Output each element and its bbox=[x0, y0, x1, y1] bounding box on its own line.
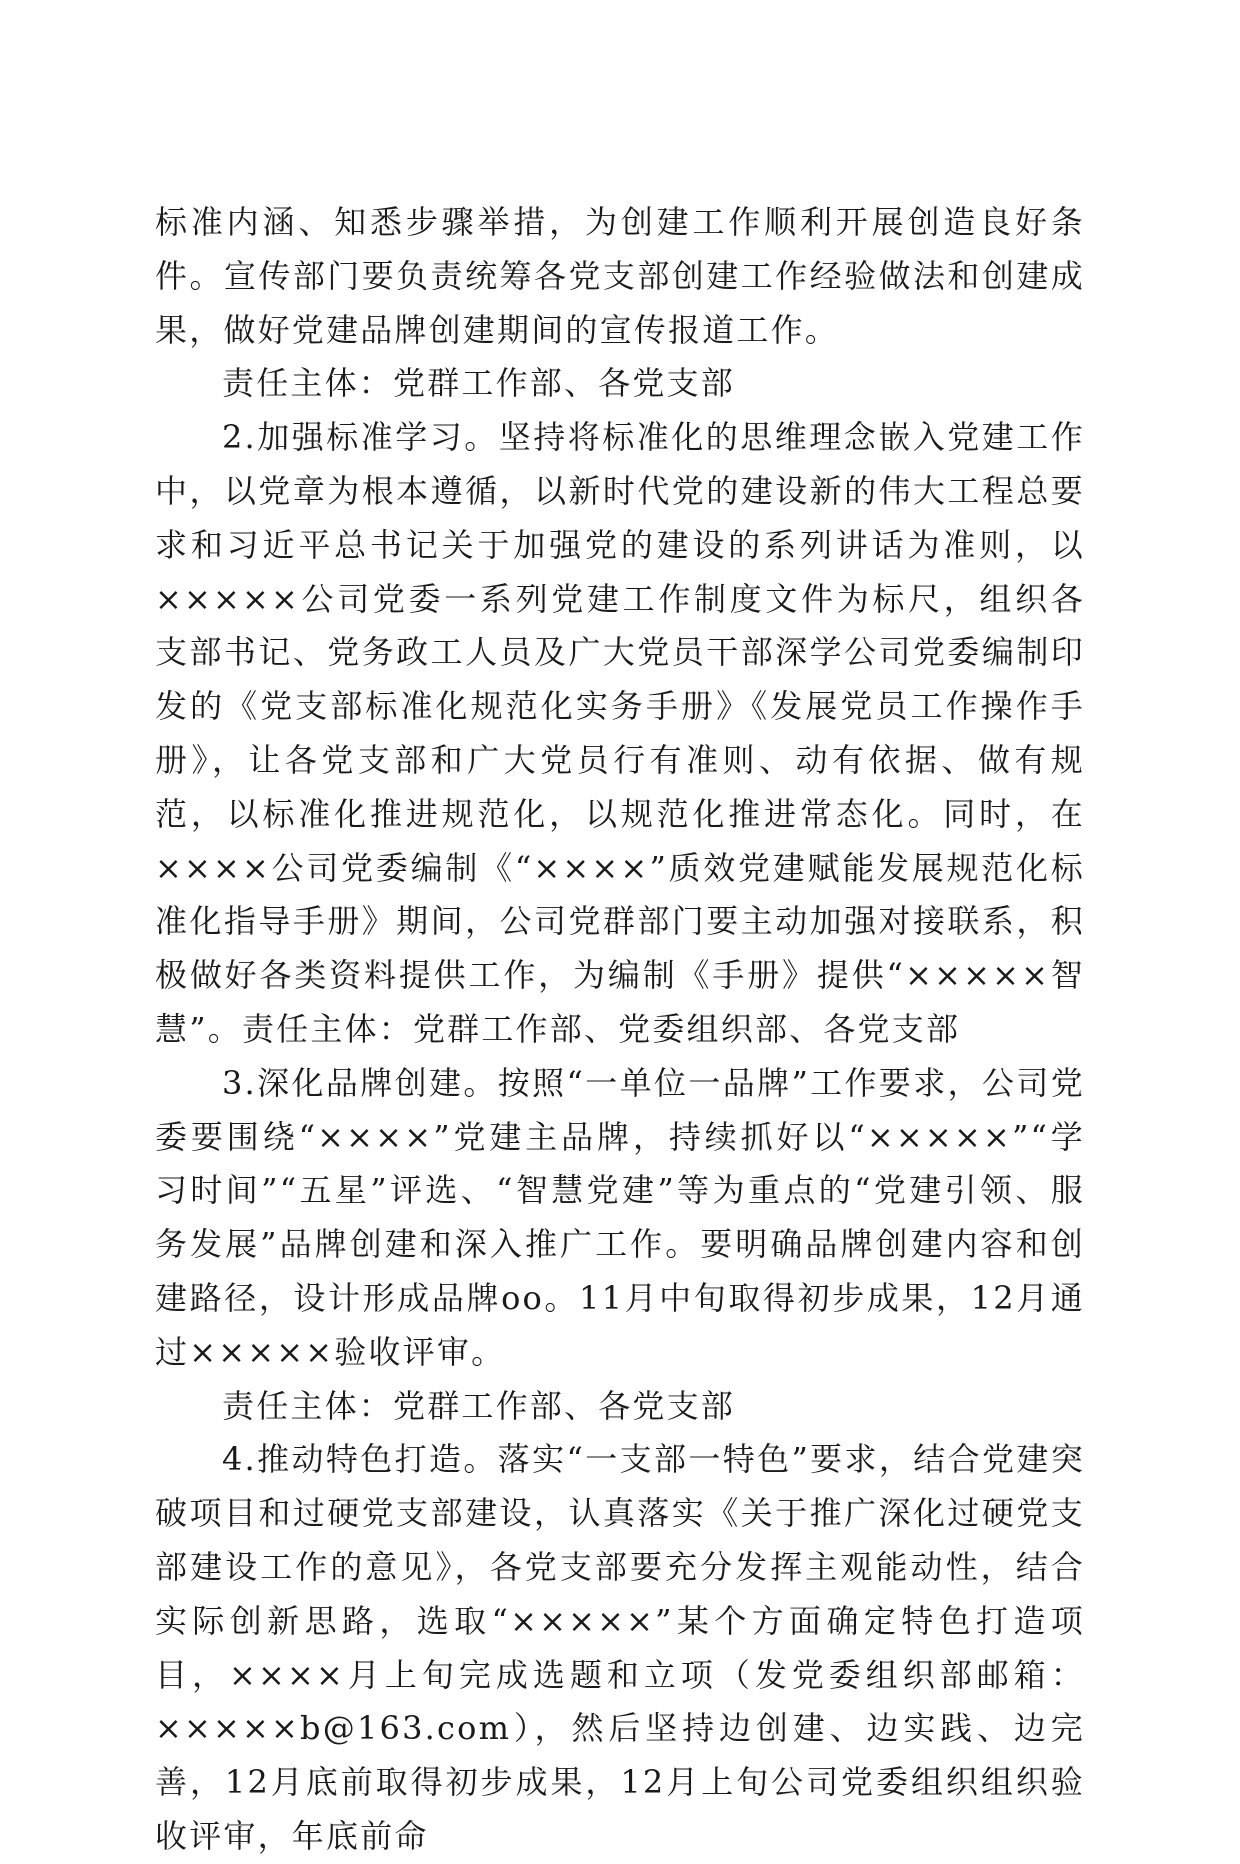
paragraph-standard-learning: 2.加强标准学习。坚持将标准化的思维理念嵌入党建工作中，以党章为根本遵循，以新时代党的建设新的伟大工程总要求和习近平总书记关于加强党的建设的系列讲话为准则，以×××××公司党委一系列党建工作制度文件为标尺，组织各支部书记、党务政工人员及广大党员干部深学公司党委编制印发的《党支部标准化规范化实务手册》《发展党员工作操作手册》，让各党支部和广大党员行有准则、动有依据、做有规范，以标准化推进规范化，以规范化推进常态化。同时，在××××公司党委编制《“××××”质效党建赋能发展规范化标准化指导手册》期间，公司党群部门要主动加强对接联系，积极做好各类资料提供工作，为编制《手册》提供“×××××智慧”。责任主体：党群工作部、党委组织部、各党支部 bbox=[155, 418, 1085, 1048]
paragraph-responsible-party: 责任主体：党群工作部、各党支部 bbox=[222, 1386, 736, 1425]
paragraph-brand-creation: 3.深化品牌创建。按照“一单位一品牌”工作要求，公司党委要围绕“××××”党建主品牌，持续抓好以“×××××”“学习时间”“五星”评选、“智慧党建”等为重点的“党建引领、服务发展”品牌创建和深入推广工作。要明确品牌创建内容和创建路径，设计形成品牌oo。11月中旬取得初步成果，12月通过×××××验收评审。 bbox=[155, 1063, 1085, 1371]
paragraph-creation-conditions: 标准内涵、知悉步骤举措，为创建工作顺利开展创造良好条件。宣传部门要负责统筹各党支部创建工作经验做法和创建成果，做好党建品牌创建期间的宣传报道工作。 bbox=[155, 203, 1085, 349]
paragraph-responsible-party: 责任主体：党群工作部、各党支部 bbox=[222, 364, 736, 403]
paragraph-feature-building: 4.推动特色打造。落实“一支部一特色”要求，结合党建突破项目和过硬党支部建设，认真落实《关于推广深化过硬党支部建设工作的意见》，各党支部要充分发挥主观能动性，结合实际创新思路，选取“×××××”某个方面确定特色打造项目，××××月上旬完成选题和立项（发党委组织部邮箱：×××××b@163.com），然后坚持边创建、边实践、边完善，12月底前取得初步成果，12月上旬公司党委组织组织验收评审，年底前命 bbox=[155, 1440, 1085, 1855]
document-body bbox=[155, 196, 1085, 1864]
